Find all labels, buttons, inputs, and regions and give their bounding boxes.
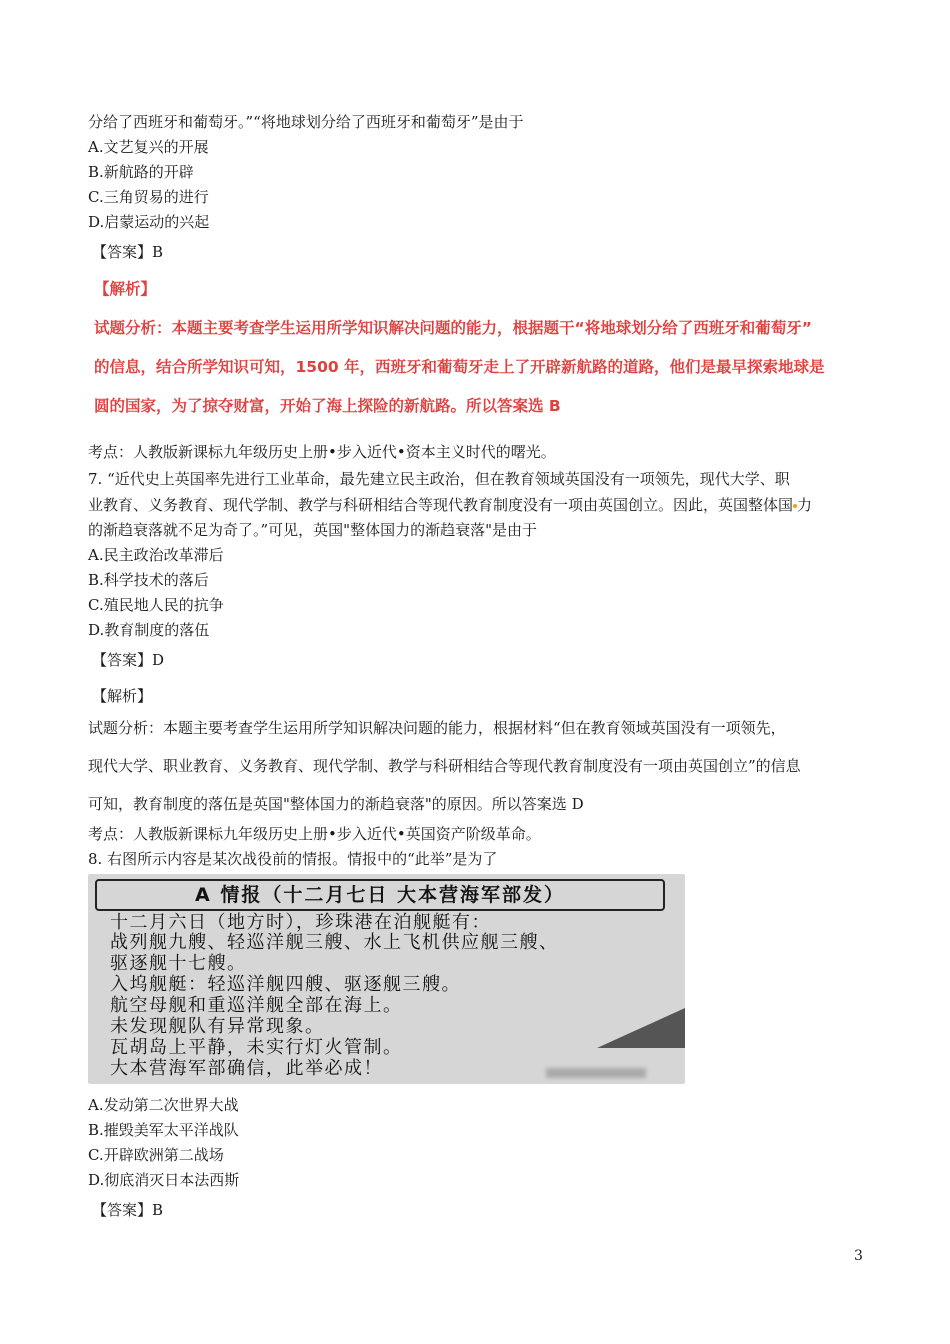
q7-stem-line-2-tail: 力 (797, 496, 813, 514)
paper-fold-shape (597, 1008, 685, 1048)
q6-answer: 【答案】B (92, 243, 164, 261)
intel-report-title: A 情报（十二月七日 大本营海军部发） (95, 879, 665, 911)
q8-stem: 8. 右图所示内容是某次战役前的情报。情报中的“此举”是为了 (88, 850, 498, 868)
intel-report-image (88, 874, 685, 1084)
intel-line-6: 未发现舰队有异常现象。 (110, 1016, 325, 1037)
q8-answer: 【答案】B (92, 1201, 164, 1219)
q7-stem-line-2 (88, 495, 812, 515)
intel-line-8: 大本营海军部确信，此举必成！ (110, 1058, 383, 1079)
q7-analysis-line-1: 试题分析：本题主要考查学生运用所学知识解决问题的能力，根据材料“但在教育领域英国没有一项领先， (88, 719, 786, 737)
q7-kaodian: 考点：人教版新课标九年级历史上册•步入近代•英国资产阶级革命。 (88, 825, 541, 843)
q6-kaodian: 考点：人教版新课标九年级历史上册•步入近代•资本主义时代的曙光。 (88, 443, 556, 461)
q7-option-d: D.教育制度的落伍 (88, 621, 210, 639)
q8-option-d: D.彻底消灭日本法西斯 (88, 1171, 240, 1189)
q7-option-a: A.民主政治改革滞后 (88, 546, 224, 564)
intel-line-3: 驱逐舰十七艘。 (110, 953, 247, 974)
blurred-watermark (546, 1068, 646, 1078)
q6-stem: 分给了西班牙和葡萄牙。”“将地球划分给了西班牙和葡萄牙”是由于 (88, 113, 524, 131)
q6-option-c: C.三角贸易的进行 (88, 188, 209, 206)
q8-option-a: A.发动第二次世界大战 (88, 1096, 239, 1114)
intel-line-5: 航空母舰和重巡洋舰全部在海上。 (110, 995, 403, 1016)
page-number: 3 (854, 1248, 863, 1264)
q7-option-b: B.科学技术的落后 (88, 571, 209, 589)
q7-analysis-line-2: 现代大学、职业教育、义务教育、现代学制、教学与科研相结合等现代教育制度没有一项由英国创立”的信息 (88, 757, 801, 775)
q8-option-b: B.摧毁美军太平洋战队 (88, 1121, 239, 1139)
q6-option-d: D.启蒙运动的兴起 (88, 213, 210, 231)
intel-line-4: 入坞舰艇：轻巡洋舰四艘、驱逐舰三艘。 (110, 974, 461, 995)
q6-option-a: A.文艺复兴的开展 (88, 138, 209, 156)
q7-stem-line-3: 的渐趋衰落就不足为奇了。”可见，英国"整体国力的渐趋衰落"是由于 (88, 521, 537, 539)
q8-option-c: C.开辟欧洲第二战场 (88, 1146, 224, 1164)
q6-analysis-label: 【解析】 (94, 280, 157, 298)
q7-analysis-label: 【解析】 (92, 687, 153, 705)
q7-analysis-line-3: 可知，教育制度的落伍是英国"整体国力的渐趋衰落"的原因。所以答案选 D (88, 795, 584, 813)
q6-analysis-line-3: 圆的国家，为了掠夺财富，开始了海上探险的新航路。所以答案选 B (94, 397, 561, 415)
q7-stem-line-1: 7. “近代史上英国率先进行工业革命，最先建立民主政治，但在教育领域英国没有一项领先，现代大学、职 (88, 470, 790, 488)
q7-option-c: C.殖民地人民的抗争 (88, 596, 224, 614)
q7-answer: 【答案】D (92, 651, 165, 669)
q6-analysis-line-2: 的信息，结合所学知识可知，1500 年，西班牙和葡萄牙走上了开辟新航路的道路，他们是最早探索地球是 (94, 358, 825, 376)
intel-line-1: 十二月六日（地方时），珍珠港在泊舰艇有： (110, 912, 491, 933)
q6-analysis-line-1: 试题分析：本题主要考查学生运用所学知识解决问题的能力，根据题干“将地球划分给了西班牙和葡萄牙” (94, 319, 812, 337)
intel-line-2: 战列舰九艘、轻巡洋舰三艘、水上飞机供应舰三艘、 (110, 932, 559, 953)
q6-option-b: B.新航路的开辟 (88, 163, 194, 181)
intel-line-7: 瓦胡岛上平静，未实行灯火管制。 (110, 1037, 403, 1058)
q7-stem-line-2-text: 业教育、义务教育、现代学制、教学与科研相结合等现代教育制度没有一项由英国创立。因此，英国整体国 (88, 496, 794, 514)
